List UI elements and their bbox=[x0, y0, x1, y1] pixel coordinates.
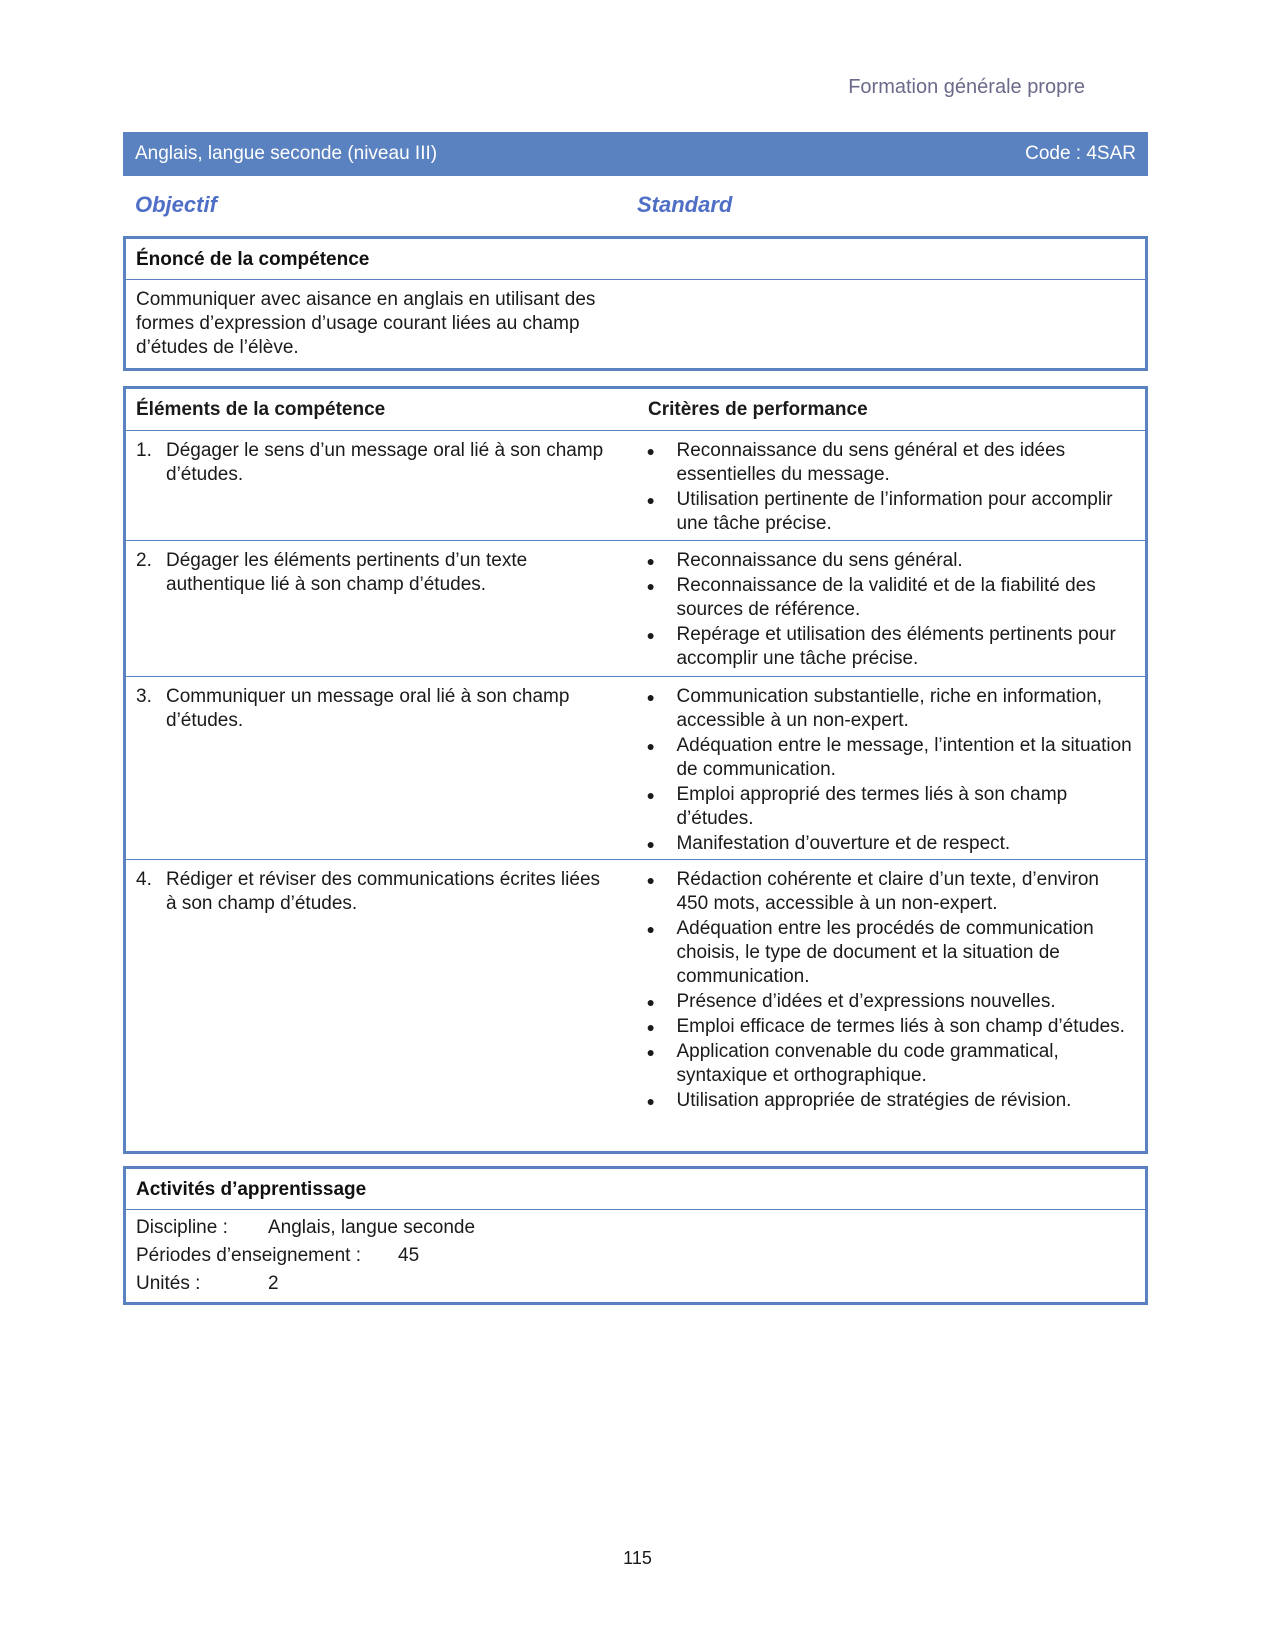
unites-line bbox=[126, 1270, 1145, 1298]
criterion-item bbox=[646, 990, 1135, 1014]
criterion-item bbox=[646, 1089, 1135, 1113]
activites-box bbox=[123, 1166, 1148, 1305]
bullet-icon: ● bbox=[646, 1044, 655, 1060]
criterion-item bbox=[646, 488, 1135, 536]
bullet-icon: ● bbox=[646, 627, 655, 643]
standard-heading: Standard bbox=[637, 192, 733, 217]
element-number: 2. bbox=[136, 550, 152, 571]
criterion-text: Utilisation pertinente de l’information pour accomplir une tâche précise. bbox=[676, 489, 1113, 534]
bullet-icon: ● bbox=[646, 492, 655, 508]
periodes-line bbox=[126, 1242, 1145, 1270]
bullet-icon: ● bbox=[646, 994, 655, 1010]
criterion-item bbox=[646, 832, 1135, 856]
criteria-cell bbox=[646, 685, 1135, 854]
course-code: Code : 4SAR bbox=[1025, 143, 1136, 164]
criterion-item bbox=[646, 734, 1135, 782]
criterion-text: Emploi efficace de termes liés à son champ d’études. bbox=[676, 1016, 1125, 1037]
bullet-icon: ● bbox=[646, 578, 655, 594]
element-row bbox=[126, 860, 1145, 1122]
bullet-icon: ● bbox=[646, 443, 655, 459]
criterion-text: Présence d’idées et d’expressions nouvelles. bbox=[676, 991, 1056, 1012]
criterion-item bbox=[646, 623, 1135, 671]
enonce-text: Communiquer avec aisance en anglais en utilisant des formes d’expression d’usage courant liées au champ d’études de l’élève. bbox=[136, 289, 596, 358]
criterion-text: Rédaction cohérente et claire d’un texte, d’environ 450 mots, accessible à un non-expert. bbox=[676, 869, 1099, 914]
criteria-cell bbox=[646, 439, 1135, 532]
criterion-item bbox=[646, 917, 1135, 989]
enonce-heading: Énoncé de la compétence bbox=[126, 239, 1145, 280]
criterion-item bbox=[646, 868, 1135, 916]
criterion-item bbox=[646, 685, 1135, 733]
objectif-heading: Objectif bbox=[135, 192, 217, 217]
criterion-text: Adéquation entre le message, l’intention et la situation de communication. bbox=[676, 735, 1132, 780]
criteria-cell bbox=[646, 868, 1135, 1114]
bullet-icon: ● bbox=[646, 921, 655, 937]
running-header: Formation générale propre bbox=[848, 76, 1085, 98]
criterion-text: Reconnaissance du sens général. bbox=[676, 550, 963, 571]
criterion-text: Communication substantielle, riche en information, accessible à un non-expert. bbox=[676, 686, 1103, 731]
bullet-icon: ● bbox=[646, 1019, 655, 1035]
bullet-icon: ● bbox=[646, 738, 655, 754]
discipline-label: Discipline : bbox=[136, 1217, 228, 1238]
element-row bbox=[126, 431, 1145, 541]
criterion-item bbox=[646, 439, 1135, 487]
discipline-line bbox=[126, 1214, 1145, 1242]
criteria-heading: Critères de performance bbox=[648, 399, 868, 420]
bullet-icon: ● bbox=[646, 689, 655, 705]
element-row bbox=[126, 541, 1145, 677]
criterion-item bbox=[646, 1015, 1135, 1039]
enonce-box bbox=[123, 236, 1148, 371]
unites-label: Unités : bbox=[136, 1273, 201, 1294]
element-text: Dégager le sens d’un message oral lié à son champ d’études. bbox=[166, 440, 604, 485]
criterion-text: Emploi approprié des termes liés à son champ d’études. bbox=[676, 784, 1068, 829]
periodes-value: 45 bbox=[398, 1245, 420, 1266]
bullet-icon: ● bbox=[646, 1093, 655, 1109]
course-title-bar bbox=[123, 132, 1148, 176]
criterion-text: Reconnaissance du sens général et des idées essentielles du message. bbox=[676, 440, 1066, 485]
criterion-text: Application convenable du code grammatical, syntaxique et orthographique. bbox=[676, 1041, 1059, 1086]
element-number: 4. bbox=[136, 869, 152, 890]
element-number: 1. bbox=[136, 440, 152, 461]
element-cell bbox=[136, 868, 646, 1114]
criteria-cell bbox=[646, 549, 1135, 668]
criterion-text: Manifestation d’ouverture et de respect. bbox=[676, 833, 1011, 854]
course-title: Anglais, langue seconde (niveau III) bbox=[135, 143, 438, 164]
element-number: 3. bbox=[136, 686, 152, 707]
criterion-text: Repérage et utilisation des éléments pertinents pour accomplir une tâche précise. bbox=[676, 624, 1116, 669]
criterion-text: Adéquation entre les procédés de communication choisis, le type de document et la situation de communication. bbox=[676, 918, 1094, 987]
element-text: Dégager les éléments pertinents d’un texte authentique lié à son champ d’études. bbox=[166, 550, 528, 595]
bullet-icon: ● bbox=[646, 872, 655, 888]
page-number: 115 bbox=[623, 1548, 652, 1568]
element-row bbox=[126, 677, 1145, 860]
elements-header bbox=[126, 389, 1145, 431]
criterion-item bbox=[646, 1040, 1135, 1088]
element-text: Communiquer un message oral lié à son champ d’études. bbox=[166, 686, 570, 731]
criterion-item bbox=[646, 549, 1135, 573]
periodes-label: Périodes d’enseignement : bbox=[136, 1245, 361, 1266]
elements-box bbox=[123, 386, 1148, 1154]
bullet-icon: ● bbox=[646, 553, 655, 569]
discipline-value: Anglais, langue seconde bbox=[268, 1217, 476, 1238]
unites-value: 2 bbox=[268, 1273, 279, 1294]
criterion-item bbox=[646, 574, 1135, 622]
element-cell bbox=[136, 549, 646, 668]
bullet-icon: ● bbox=[646, 836, 655, 852]
column-headings bbox=[135, 192, 1135, 220]
element-text: Rédiger et réviser des communications écrites liées à son champ d’études. bbox=[166, 869, 601, 914]
elements-heading: Éléments de la compétence bbox=[136, 399, 386, 420]
criterion-item bbox=[646, 783, 1135, 831]
element-cell bbox=[136, 685, 646, 851]
bullet-icon: ● bbox=[646, 787, 655, 803]
activites-heading: Activités d’apprentissage bbox=[126, 1169, 1145, 1210]
criterion-text: Reconnaissance de la validité et de la fiabilité des sources de référence. bbox=[676, 575, 1096, 620]
criterion-text: Utilisation appropriée de stratégies de révision. bbox=[676, 1090, 1072, 1111]
element-cell bbox=[136, 439, 646, 532]
